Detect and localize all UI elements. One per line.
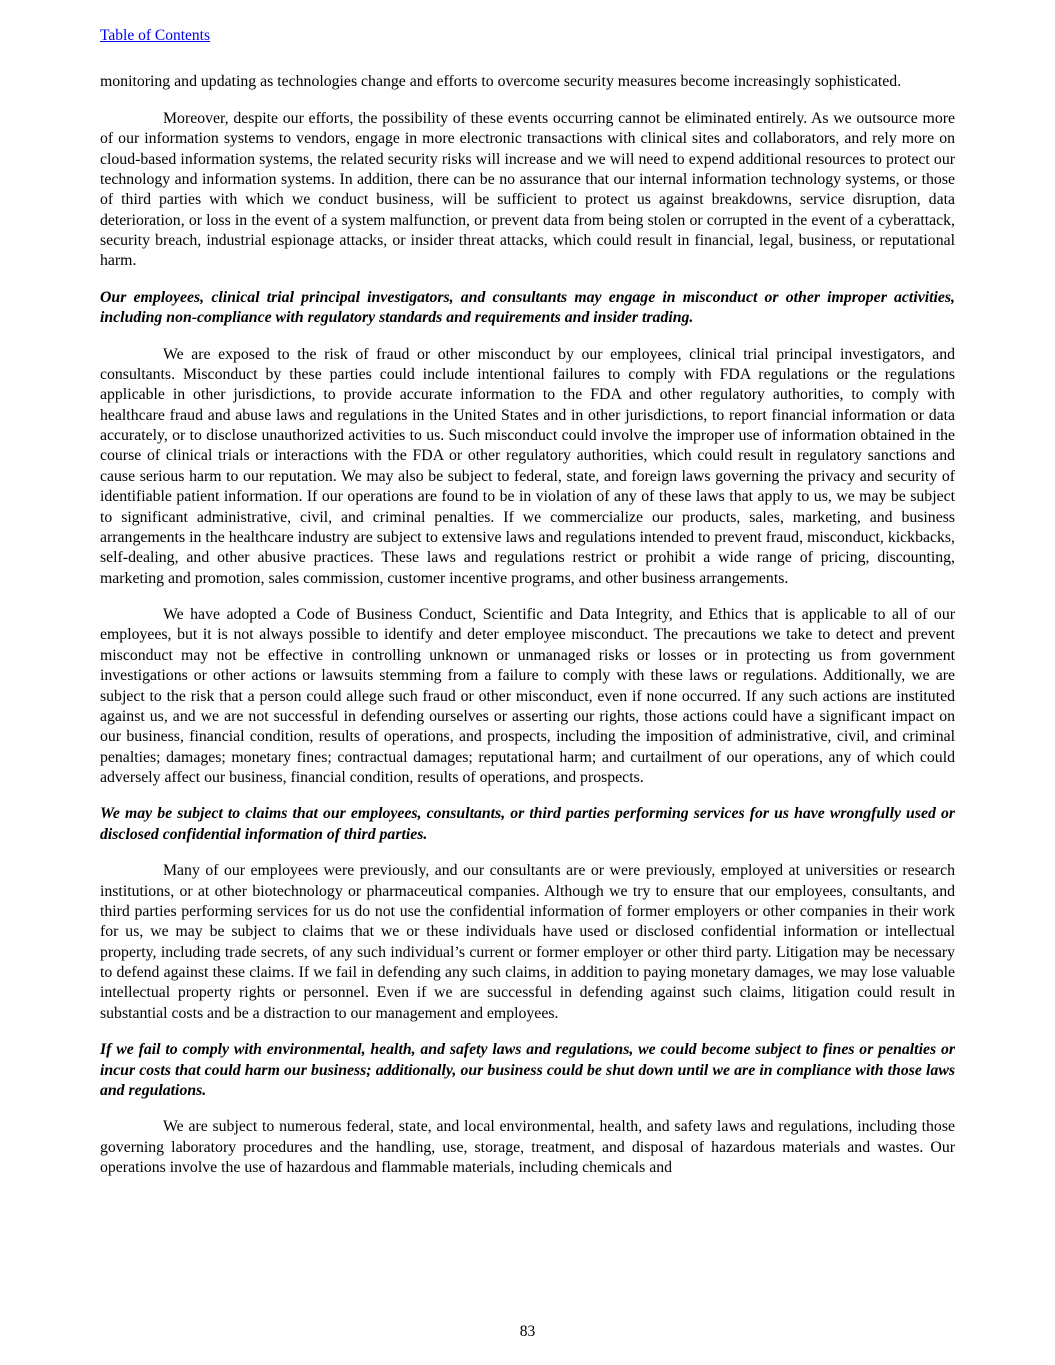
paragraph-environmental-laws: We are subject to numerous federal, state, and local environmental, health, and safety laws and regulations, including those governing laboratory procedures and the handling, use, storage, treatment, and disposal of hazardous materials and wastes. Our operations involve the use of hazardous and flammable materials, including chemicals and bbox=[100, 1118, 955, 1176]
risk-heading-employee-misconduct: Our employees, clinical trial principal investigators, and consultants may engage in misconduct or other improper activities, including non-compliance with regulatory standards and requirements and insider trading. bbox=[100, 288, 955, 327]
risk-heading-confidential-information-claims: We may be subject to claims that our employees, consultants, or third parties performing services for us have wrongfully used or disclosed confidential information of third parties. bbox=[100, 805, 955, 843]
table-of-contents-link[interactable]: Table of Contents bbox=[100, 27, 210, 44]
paragraph-security-measures: monitoring and updating as technologies change and efforts to overcome security measures become increasingly sophisticated. bbox=[100, 73, 902, 91]
paragraph-fraud-misconduct-risk: We are exposed to the risk of fraud or other misconduct by our employees, clinical trial principal investigators, and consultants. Misconduct by these parties could include intentional failures to comply with FDA regulations or the regulations applicable in other jurisdictions, to provide accurate information to the FDA and other regulatory authorities, to comply with healthcare fraud and abuse laws and regulations in the United States and in other jurisdictions, to report financial information or data accurately, or to disclose unauthorized activities to us. Such misconduct could involve the improper use of information obtained in the course of clinical trials or interactions with the FDA or other regulatory authorities, which could result in regulatory sanctions and cause serious harm to our reputation. We may also be subject to federal, state, and foreign laws governing the privacy and security of identifiable patient information. If our operations are found to be in violation of any of these laws that apply to us, we may be subject to significant administrative, civil, and criminal penalties. If we commercialize our products, sales, marketing, and business arrangements in the healthcare industry are subject to extensive laws and regulations intended to prevent fraud, misconduct, kickbacks, self-dealing, and other abusive practices. These laws and regulations restrict or prohibit a wide range of pricing, discounting, marketing and promotion, sales commission, customer incentive programs, and other business arrangements. bbox=[100, 345, 955, 587]
page-number: 83 bbox=[519, 1323, 536, 1340]
paragraph-moreover-security-risks: Moreover, despite our efforts, the possibility of these events occurring cannot be eliminated entirely. As we outsource more of our information systems to vendors, engage in more electronic transactions with clinical sites and collaborators, and rely more on cloud-based information systems, the related security risks will increase and we will need to expend additional resources to protect our technology and information systems. In addition, there can be no assurance that our internal information technology systems, or those of third parties with which we conduct business, will be sufficient to protect us against breakdowns, service disruption, data deterioration, or loss in the event of a system malfunction, or prevent data from being stolen or corrupted in the event of a cyberattack, security breach, industrial espionage attacks, or insider threat attacks, which could result in financial, legal, business, or reputational harm. bbox=[100, 109, 955, 270]
paragraph-code-of-business-conduct: We have adopted a Code of Business Conduct, Scientific and Data Integrity, and Ethics that is applicable to all of our employees, but it is not always possible to identify and deter employee misconduct. The precautions we take to detect and prevent misconduct may not be effective in controlling unknown or unmanaged risks or losses or in protecting us from government investigations or other actions or lawsuits stemming from a failure to comply with these laws or regulations. Additionally, we are subject to the risk that a person could allege such fraud or other misconduct, even if none occurred. If any such actions are instituted against us, and we are not successful in defending ourselves or asserting our rights, those actions could have a significant impact on our business, financial condition, results of operations, and prospects, including the imposition of administrative, civil, and criminal penalties; damages; monetary fines; contractual damages; reputational harm; and curtailment of our operations, any of which could adversely affect our business, financial condition, results of operations, and prospects. bbox=[100, 606, 955, 786]
paragraph-employees-prior-employers: Many of our employees were previously, and our consultants are or were previously, employed at universities or research institutions, or at other biotechnology or pharmaceutical companies. Although we try to ensure that our employees, consultants, and third parties performing services for us do not use the confidential information of former employers or other companies in their work for us, we may be subject to claims that we or these individuals have used or disclosed confidential information or intellectual property, including trade secrets, of any such individual’s current or former employer or other third party. Litigation may be necessary to defend against these claims. If we fail in defending any such claims, in addition to paying monetary damages, we may lose valuable intellectual property rights or personnel. Even if we are successful in defending against such claims, litigation could result in substantial costs and be a distraction to our management and employees. bbox=[100, 862, 955, 1022]
risk-heading-environmental-health-safety: If we fail to comply with environmental, health, and safety laws and regulations, we could become subject to fines or penalties or incur costs that could harm our business; additionally, our business could be shut down until we are in compliance with those laws and regulations. bbox=[100, 1041, 955, 1099]
document-content bbox=[100, 72, 955, 1178]
